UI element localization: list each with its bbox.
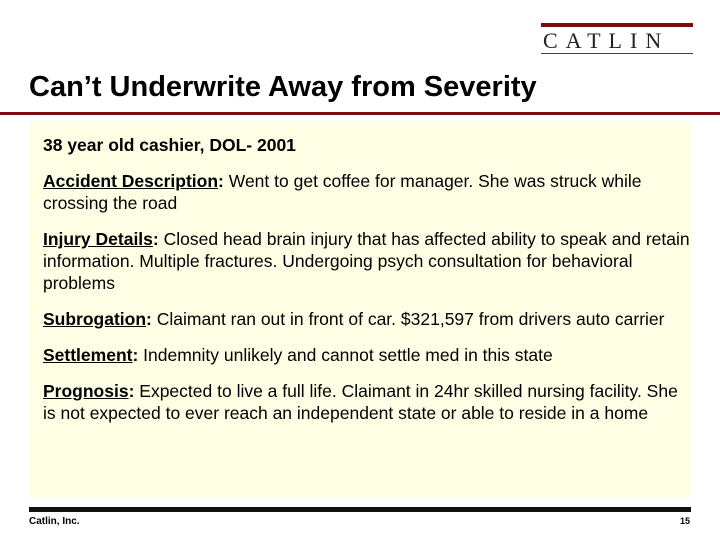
section-prognosis: Prognosis: Expected to live a full life. Claimant in 24hr skilled nursing facility. She is not expected to ever reach an independent state or able to reside in a home <box>43 381 678 423</box>
section-text: Expected to live a full life. Claimant in 24hr skilled nursing facility. She is not expected to ever reach an independent state or able to reside in a home <box>43 381 678 423</box>
footer-company: Catlin, Inc. <box>29 516 80 527</box>
logo-top-bar <box>541 23 693 27</box>
section-text: Closed head brain injury that has affected ability to speak and retain information. Multiple fractures. Undergoing psych consultation for behavioral problems <box>43 229 690 293</box>
page-number: 15 <box>679 516 690 526</box>
section-heading: Injury Details <box>43 229 153 249</box>
section-text: Went to get coffee for manager. She was struck while crossing the road <box>43 171 642 213</box>
section-heading: Subrogation <box>43 309 147 329</box>
case-intro: 38 year old cashier, DOL- 2001 <box>43 135 296 155</box>
logo-underline <box>541 53 693 54</box>
section-heading: Accident Description <box>43 171 219 191</box>
section-text: Claimant ran out in front of car. $321,597 from drivers auto carrier <box>156 309 665 329</box>
title-divider <box>0 112 720 115</box>
catlin-logo <box>541 20 693 54</box>
footer-divider <box>29 507 691 512</box>
slide-title: Can’t Underwrite Away from Severity <box>29 71 537 103</box>
section-heading: Prognosis <box>43 381 129 401</box>
section-subrogation: Subrogation: Claimant ran out in front of car. $321,597 from drivers auto carrier <box>43 309 665 329</box>
slide-content <box>43 134 695 438</box>
logo-wordmark: CATLIN <box>543 28 670 53</box>
section-settlement: Settlement: Indemnity unlikely and cannot settle med in this state <box>43 345 553 365</box>
section-accident-description: Accident Description: Went to get coffee for manager. She was struck while crossing the road <box>43 171 642 213</box>
section-text: Indemnity unlikely and cannot settle med in this state <box>143 345 553 365</box>
section-heading: Settlement <box>43 345 133 365</box>
section-injury-details: Injury Details: Closed head brain injury that has affected ability to speak and retain information. Multiple fractures. Undergoing psych consultation for behavioral problems <box>43 229 690 293</box>
